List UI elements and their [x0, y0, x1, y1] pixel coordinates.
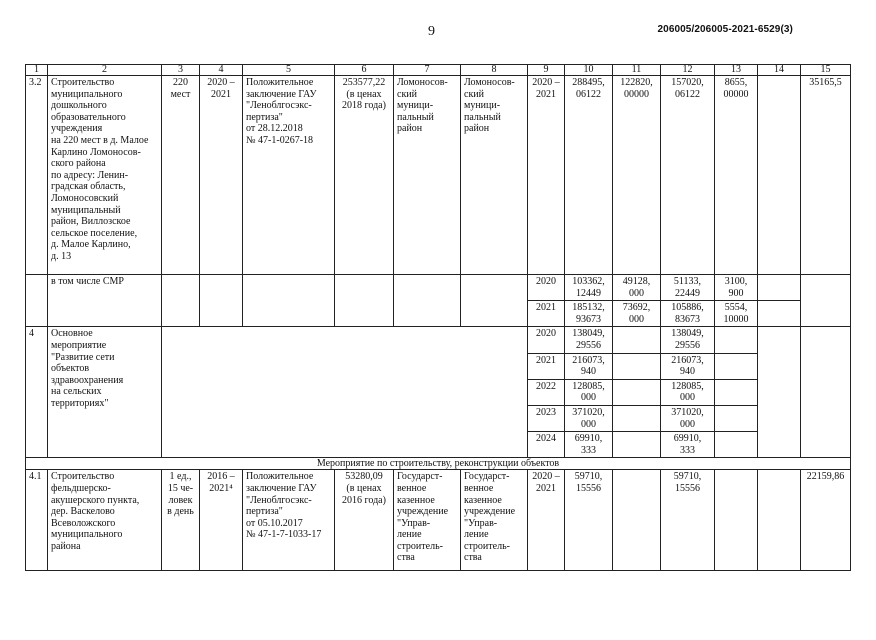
page-number: 9	[428, 24, 435, 39]
total-amount: 138049, 29556	[565, 327, 613, 353]
table-row	[26, 275, 851, 301]
construction-period: 2016 – 2021⁴	[200, 470, 243, 571]
column-number-row	[26, 65, 851, 76]
local-amount: 8655, 00000	[715, 76, 758, 275]
col-header: 14	[758, 65, 801, 76]
remaining-cost: 22159,86	[801, 470, 851, 571]
col-header: 13	[715, 65, 758, 76]
col-header: 9	[528, 65, 565, 76]
regional-amount: 105886, 83673	[661, 301, 715, 327]
local-amount: 5554, 10000	[715, 301, 758, 327]
developer: Государст- венное казенное учреждение "Управ- ление строитель- ства	[461, 470, 528, 571]
col-header: 11	[613, 65, 661, 76]
local-amount: 3100, 900	[715, 275, 758, 301]
regional-amount: 51133, 22449	[661, 275, 715, 301]
year: 2022	[528, 379, 565, 405]
col-header: 6	[335, 65, 394, 76]
federal-amount: 73692, 000	[613, 301, 661, 327]
total-amount: 185132, 93673	[565, 301, 613, 327]
table-row	[26, 76, 851, 275]
federal-amount: 49128, 000	[613, 275, 661, 301]
row-number: 4	[26, 327, 48, 458]
regional-amount: 371020, 000	[661, 405, 715, 431]
section-title: Мероприятие по строительству, реконструкции объектов	[26, 458, 851, 470]
col-header: 3	[162, 65, 200, 76]
federal-amount: 122820, 00000	[613, 76, 661, 275]
total-amount: 216073, 940	[565, 353, 613, 379]
total-amount: 288495, 06122	[565, 76, 613, 275]
year: 2024	[528, 432, 565, 458]
total-amount: 69910, 333	[565, 432, 613, 458]
col-header: 8	[461, 65, 528, 76]
year: 2020	[528, 275, 565, 301]
regional-amount: 216073, 940	[661, 353, 715, 379]
year: 2021	[528, 353, 565, 379]
objects-table	[25, 64, 851, 571]
capacity: 1 ед., 15 че- ловек в день	[162, 470, 200, 571]
row-number: 4.1	[26, 470, 48, 571]
regional-amount: 128085, 000	[661, 379, 715, 405]
year: 2023	[528, 405, 565, 431]
document-id: 206005/206005-2021-6529(3)	[657, 24, 793, 35]
total-amount: 128085, 000	[565, 379, 613, 405]
regional-amount: 59710, 15556	[661, 470, 715, 571]
other-amount	[758, 76, 801, 275]
remaining-cost: 35165,5	[801, 76, 851, 275]
total-amount: 59710, 15556	[565, 470, 613, 571]
object-name: Строительство муниципального дошкольного образовательного учреждения на 220 мест в д. Малое Карлино Ломоносов- ского района по адресу: Ленин- градская область, Ломоносовский муниципальный район, Виллозское сельское поселение, д. Малое Карлино, д. 13	[48, 76, 162, 275]
col-header: 1	[26, 65, 48, 76]
total-amount: 103362, 12449	[565, 275, 613, 301]
col-header: 12	[661, 65, 715, 76]
regional-amount: 69910, 333	[661, 432, 715, 458]
financing-years: 2020 – 2021	[528, 470, 565, 571]
col-header: 10	[565, 65, 613, 76]
financing-years: 2020 – 2021	[528, 76, 565, 275]
expertise-conclusion: Положительное заключение ГАУ "Леноблгосэкс- пертиза" от 05.10.2017 № 47-1-7-1033-17	[243, 470, 335, 571]
col-header: 2	[48, 65, 162, 76]
col-header: 15	[801, 65, 851, 76]
regional-amount: 138049, 29556	[661, 327, 715, 353]
estimated-cost: 253577,22 (в ценах 2018 года)	[335, 76, 394, 275]
row-number: 3.2	[26, 76, 48, 275]
customer: Ломоносов- ский муници- пальный район	[394, 76, 461, 275]
customer: Государст- венное казенное учреждение "Управ- ление строитель- ства	[394, 470, 461, 571]
expertise-conclusion: Положительное заключение ГАУ "Леноблгосэкс- пертиза" от 28.12.2018 № 47-1-0267-18	[243, 76, 335, 275]
col-header: 5	[243, 65, 335, 76]
regional-amount: 157020, 06122	[661, 76, 715, 275]
estimated-cost: 53280,09 (в ценах 2016 года)	[335, 470, 394, 571]
capacity: 220 мест	[162, 76, 200, 275]
developer: Ломоносов- ский муници- пальный район	[461, 76, 528, 275]
main-measure-name: Основное мероприятие "Развитие сети объектов здравоохранения на сельских территориях"	[48, 327, 162, 458]
construction-period: 2020 – 2021	[200, 76, 243, 275]
section-row	[26, 458, 851, 470]
col-header: 4	[200, 65, 243, 76]
col-header: 7	[394, 65, 461, 76]
table-row	[26, 327, 851, 353]
table-row	[26, 470, 851, 571]
year: 2020	[528, 327, 565, 353]
smr-label: в том числе СМР	[48, 275, 162, 327]
object-name: Строительство фельдшерско- акушерского пункта, дер. Васкелово Всеволожского муниципального района	[48, 470, 162, 571]
total-amount: 371020, 000	[565, 405, 613, 431]
year: 2021	[528, 301, 565, 327]
